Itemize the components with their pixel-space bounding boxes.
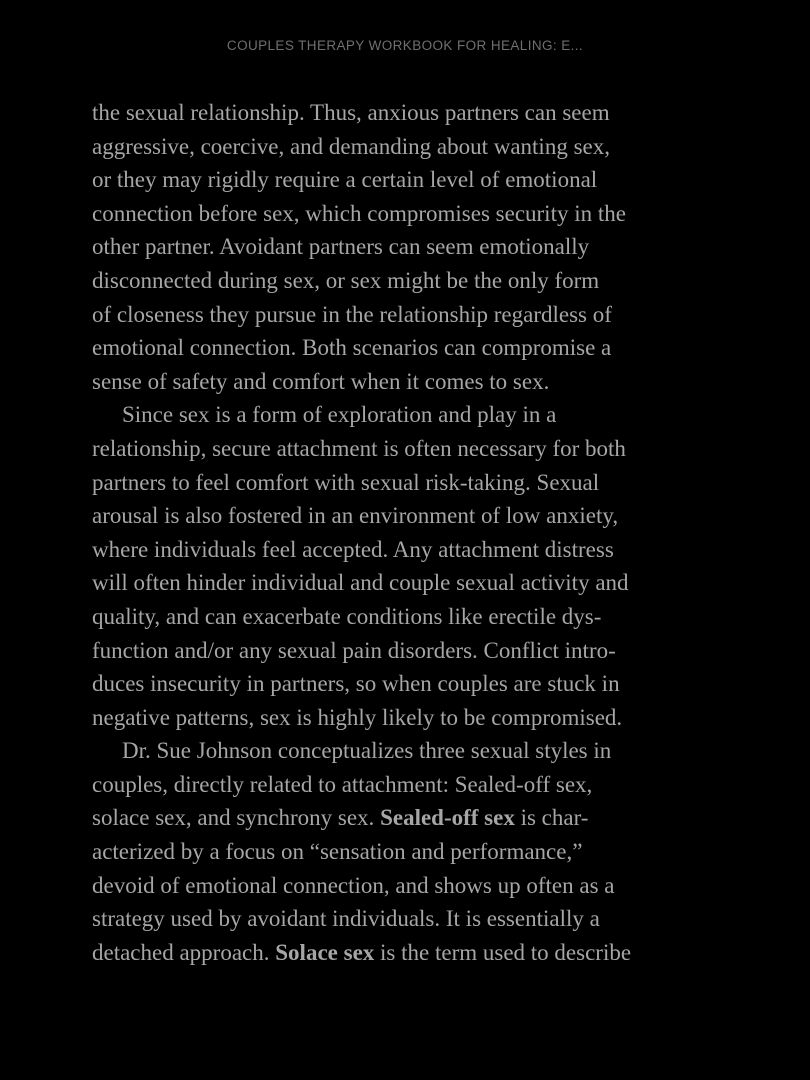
text-line	[92, 634, 752, 668]
body-text: devoid of emotional connection, and shows up often as a	[92, 872, 615, 898]
body-text: or they may rigidly require a certain level of emotional	[92, 167, 598, 193]
text-line	[92, 566, 752, 600]
text-line	[92, 667, 752, 701]
text-line	[92, 466, 752, 500]
text-line	[92, 701, 752, 735]
text-line	[92, 398, 752, 432]
body-text: other partner. Avoidant partners can seem emotionally	[92, 234, 590, 260]
running-header	[0, 38, 810, 53]
body-text: duces insecurity in partners, so when couples are stuck in	[92, 671, 620, 697]
body-text: will often hinder individual and couple sexual activity and	[92, 570, 629, 596]
paragraph	[92, 734, 752, 969]
body-text: partners to feel comfort with sexual risk-taking. Sexual	[92, 469, 600, 495]
text-line	[92, 902, 752, 936]
text-line	[92, 163, 752, 197]
body-text: the sexual relationship. Thus, anxious partners can seem	[92, 100, 610, 125]
body-text: emotional connection. Both scenarios can compromise a	[92, 335, 612, 361]
body-text: is the term used to describe	[374, 939, 632, 965]
body-text: function and/or any sexual pain disorders. Conflict intro-	[92, 637, 616, 663]
text-line	[92, 264, 752, 298]
body-text: aggressive, coercive, and demanding about wanting sex,	[92, 133, 610, 159]
text-line	[92, 869, 752, 903]
text-line	[92, 600, 752, 634]
bold-text: Solace sex	[275, 939, 375, 965]
body-text: acterized by a focus on “sensation and performance,”	[92, 839, 583, 865]
body-text: negative patterns, sex is highly likely to be compromised.	[92, 704, 623, 730]
body-text: relationship, secure attachment is often necessary for both	[92, 435, 626, 461]
bold-text: Sealed-off sex	[380, 805, 515, 831]
paragraph	[92, 398, 752, 734]
text-line	[92, 365, 752, 399]
text-line	[92, 130, 752, 164]
text-line	[92, 835, 752, 869]
text-line	[92, 197, 752, 231]
text-line	[92, 499, 752, 533]
body-text: detached approach.	[92, 939, 276, 965]
text-line	[92, 298, 752, 332]
body-text: is char-	[514, 805, 589, 831]
body-text: sense of safety and comfort when it comes to sex.	[92, 368, 550, 394]
body-text: of closeness they pursue in the relationship regardless of	[92, 301, 612, 327]
text-line	[92, 768, 752, 802]
text-line	[92, 533, 752, 567]
body-text: connection before sex, which compromises security in the	[92, 200, 626, 226]
body-text: Dr. Sue Johnson conceptualizes three sexual styles in	[122, 738, 612, 764]
body-text: solace sex, and synchrony sex.	[92, 805, 381, 831]
body-text: quality, and can exacerbate conditions like erectile dys-	[92, 603, 602, 629]
body-text: where individuals feel accepted. Any attachment distress	[92, 536, 614, 562]
body-text: couples, directly related to attachment: Sealed-off sex,	[92, 771, 593, 797]
body-text: disconnected during sex, or sex might be the only form	[92, 267, 600, 293]
text-line	[92, 432, 752, 466]
text-line	[92, 936, 752, 970]
book-title: COUPLES THERAPY WORKBOOK FOR HEALING: E...	[226, 38, 584, 53]
text-line	[92, 96, 752, 130]
body-text: strategy used by avoidant individuals. It is essentially a	[92, 906, 600, 932]
page-content	[92, 96, 752, 969]
body-text: arousal is also fostered in an environment of low anxiety,	[92, 503, 619, 529]
text-line	[92, 331, 752, 365]
body-text: Since sex is a form of exploration and play in a	[122, 402, 557, 428]
text-line	[92, 801, 752, 835]
text-line	[92, 230, 752, 264]
text-line	[92, 734, 752, 768]
paragraph	[92, 96, 752, 398]
